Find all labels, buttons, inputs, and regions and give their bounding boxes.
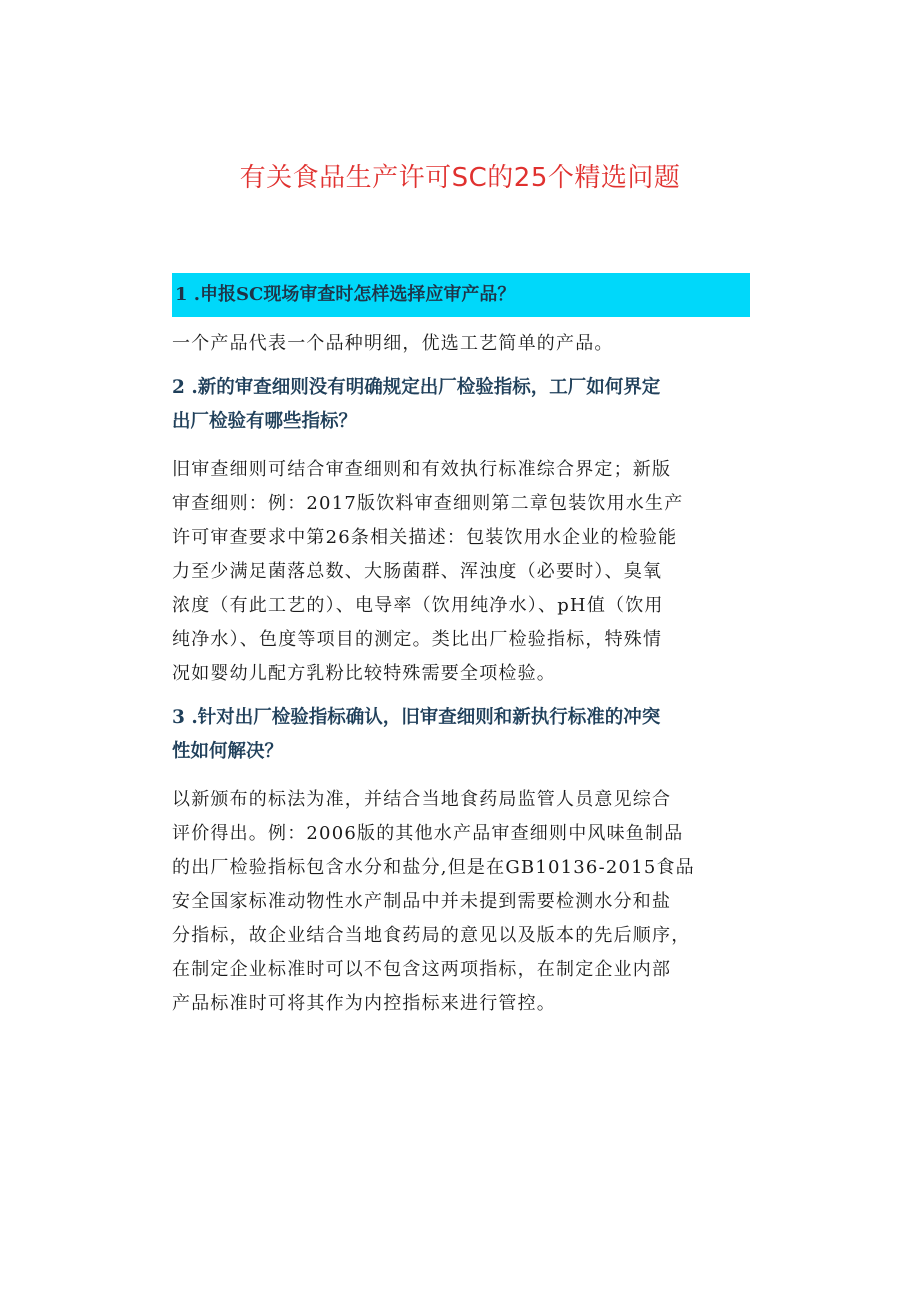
document-title: 有关食品生产许可SC的25个精选问题 (239, 163, 681, 193)
question-2-line: 出厂检验有哪些指标？ (172, 411, 358, 432)
question-3-line: 性如何解决？ (172, 741, 284, 762)
answer-3-line: 分指标，故企业结合当地食药局的意见以及版本的先后顺序， (172, 925, 691, 946)
question-1-highlight (172, 273, 750, 317)
answer-1-line: 一个产品代表一个品种明细，优选工艺简单的产品。 (172, 333, 614, 354)
answer-3-line: 安全国家标准动物性水产制品中并未提到需要检测水分和盐 (172, 891, 672, 912)
answer-2-line: 力至少满足菌落总数、大肠菌群、浑浊度（必要时）、臭氧 (172, 561, 663, 582)
answer-2-line: 审查细则：例：2017版饮料审查细则第二章包装饮用水生产 (172, 493, 684, 514)
answer-3 (172, 783, 750, 1021)
answer-1 (172, 327, 750, 361)
answer-3-line: 在制定企业标准时可以不包含这两项指标，在制定企业内部 (172, 959, 672, 980)
answer-3-line: 以新颁布的标法为准，并结合当地食药局监管人员意见综合 (172, 789, 672, 810)
answer-2-line: 浓度（有此工艺的）、电导率（饮用纯净水）、pH值（饮用 (172, 595, 664, 616)
question-1-text: 1 .申报SC现场审查时怎样选择应审产品？ (175, 284, 516, 305)
answer-2-line: 旧审查细则可结合审查细则和有效执行标准综合界定；新版 (172, 459, 672, 480)
answer-3-line: 产品标准时可将其作为内控指标来进行管控。 (172, 993, 556, 1014)
answer-3-line: 评价得出。例：2006版的其他水产品审查细则中风味鱼制品 (172, 823, 684, 844)
question-2 (172, 371, 750, 439)
answer-2-line: 许可审查要求中第26条相关描述：包装饮用水企业的检验能 (172, 527, 678, 548)
document-body (172, 273, 750, 1021)
answer-2 (172, 453, 750, 691)
question-3 (172, 701, 750, 769)
question-3-line: 3 .针对出厂检验指标确认，旧审查细则和新执行标准的冲突 (172, 707, 661, 728)
answer-2-line: 况如婴幼儿配方乳粉比较特殊需要全项检验。 (172, 663, 556, 684)
answer-2-line: 纯净水）、色度等项目的测定。类比出厂检验指标，特殊情 (172, 629, 663, 650)
answer-3-line: 的出厂检验指标包含水分和盐分,但是在GB10136-2015食品 (172, 857, 695, 878)
question-2-line: 2 .新的审查细则没有明确规定出厂检验指标，工厂如何界定 (172, 377, 661, 398)
